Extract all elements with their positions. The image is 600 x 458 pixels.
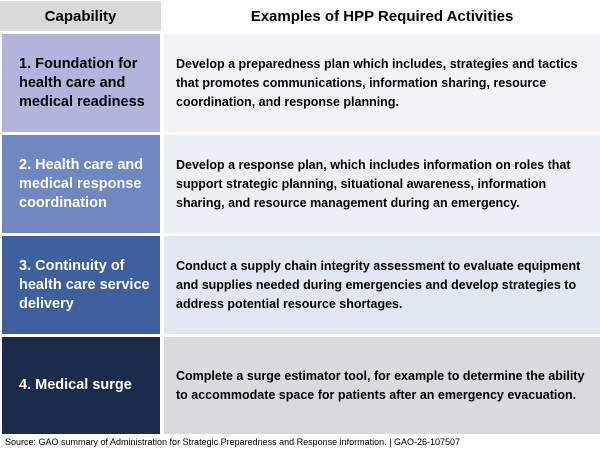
table-header bbox=[0, 1, 600, 31]
capability-cell: 2. Health care and medical response coordination bbox=[2, 135, 160, 233]
activity-cell: Complete a surge estimator tool, for example to determine the ability to accommodate space for patients after an emergency evacuation. bbox=[164, 337, 600, 434]
activities-column-header: Examples of HPP Required Activities bbox=[250, 7, 514, 25]
capability-column-header: Capability bbox=[0, 1, 161, 31]
activity-cell: Conduct a supply chain integrity assessment to evaluate equipment and supplies needed during emergencies and develop strategies to address potential resource shortages. bbox=[164, 236, 600, 334]
capability-cell: 4. Medical surge bbox=[2, 337, 160, 434]
activity-cell: Develop a response plan, which includes information on roles that support strategic planning, situational awareness, information sharing, and resource management during an emergency. bbox=[164, 135, 600, 233]
table-row bbox=[0, 337, 600, 434]
capability-cell: 1. Foundation for health care and medical readiness bbox=[2, 34, 160, 132]
table-row bbox=[0, 135, 600, 233]
capability-cell: 3. Continuity of health care service delivery bbox=[2, 236, 160, 334]
source-note: Source: GAO summary of Administration for Strategic Preparedness and Response information. | GAO-26-107507 bbox=[5, 437, 461, 447]
activity-cell: Develop a preparedness plan which includes, strategies and tactics that promotes communications, information sharing, resource coordination, and response planning. bbox=[164, 34, 600, 132]
table-row bbox=[0, 34, 600, 132]
table-row bbox=[0, 236, 600, 334]
